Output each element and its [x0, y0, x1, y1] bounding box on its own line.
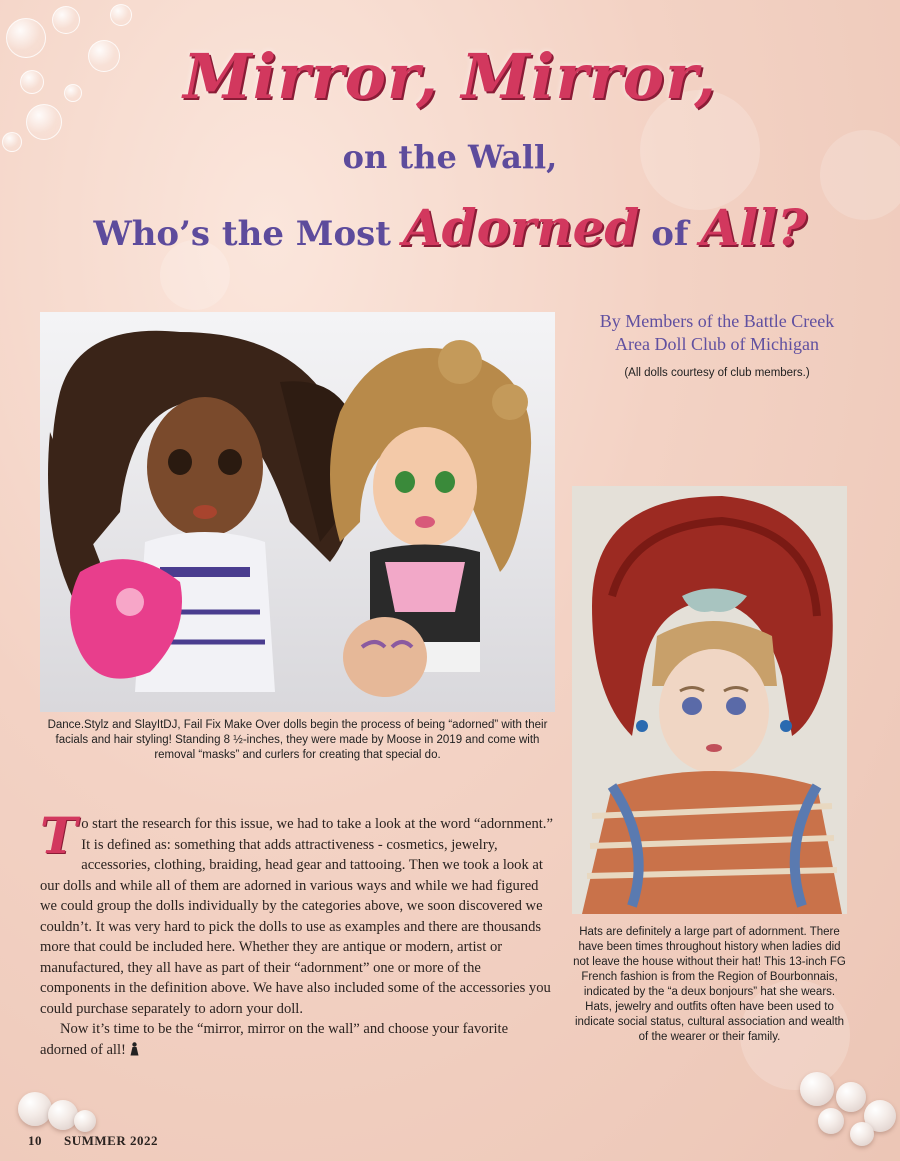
page-title: Mirror, Mirror,: [183, 40, 717, 113]
byline: [582, 310, 852, 356]
page-subtitle: on the Wall,: [342, 138, 558, 176]
article-body: [40, 806, 555, 1060]
photo-caption: Dance.Stylz and SlayItDJ, Fail Fix Make Over dolls begin the process of being “adorned” with their facials and hair styling! Standing 8 ½-inches, they were made by Moose in 2019 and come with removal “masks” and curlers for creating that special do.: [47, 719, 548, 761]
byline-line: Area Doll Club of Michigan: [615, 334, 819, 354]
doll-end-mark-icon: [130, 1042, 139, 1056]
subtitle-script-word: Adorned: [402, 198, 640, 257]
paragraph-text: o start the research for this issue, we had to take a look at the word “adornment.” It is defined as: something that adds attractiveness - cosmetics, jewelry, accessories, clothing, braiding, head gear and tattooing. Then we took a look at our dolls and while all of them are adorned in various ways and while we had figured we could group the dolls individually by the categories above, we soon discovered we couldn’t. It was very hard to pick the dolls to use as examples and there are thousands more that could be included here. Whether they are antique or modern, artist or manufactured, they all have as part of their “adornment” one or more of the components in the definition above. We have also included some of the accessories you could purchase separately to adorn your doll.: [40, 816, 553, 1017]
bubble-decoration: [110, 4, 132, 26]
pearl-decoration: [836, 1082, 866, 1112]
french-doll-illustration: [572, 486, 847, 914]
pearl-decoration: [18, 1092, 52, 1126]
article-paragraph: [40, 806, 555, 1019]
page-number: 10: [28, 1133, 42, 1148]
page-subtitle-line3: [0, 198, 900, 257]
pearl-decoration: [800, 1072, 834, 1106]
subtitle-script-word: All: [700, 198, 778, 257]
subtitle-text: of: [651, 214, 689, 254]
paragraph-text: Now it’s time to be the “mirror, mirror on the wall” and choose your favorite adorned of all!: [40, 1021, 509, 1058]
photo-fashion-dolls: [40, 312, 555, 712]
dolls-illustration: [40, 312, 555, 712]
byline-line: By Members of the Battle Creek: [599, 311, 835, 331]
photo-french-fashion-doll: [572, 486, 847, 914]
bubble-decoration: [52, 6, 80, 34]
subtitle-text: Who’s the Most: [93, 214, 391, 254]
drop-cap: T: [40, 806, 78, 865]
pearl-decoration: [818, 1108, 844, 1134]
issue-label: SUMMER 2022: [64, 1133, 158, 1148]
courtesy-note: (All dolls courtesy of club members.): [624, 367, 810, 379]
pearl-decoration: [48, 1100, 78, 1130]
subtitle-question-mark: ?: [777, 198, 807, 257]
pearl-decoration: [74, 1110, 96, 1132]
photo-caption: Hats are definitely a large part of adornment. There have been times throughout history when ladies did not leave the house without their hat! This 13-inch FG French fashion is from the Region of Bourbonnais, indicated by the “a deux bonjours” hat she wears. Hats, jewelry and outfits often have been used to indicate social status, cultural association and wealth of the wearer or their family.: [573, 926, 846, 1043]
article-paragraph: [40, 1019, 555, 1060]
pearl-decoration: [850, 1122, 874, 1146]
page-footer: [28, 1133, 180, 1149]
